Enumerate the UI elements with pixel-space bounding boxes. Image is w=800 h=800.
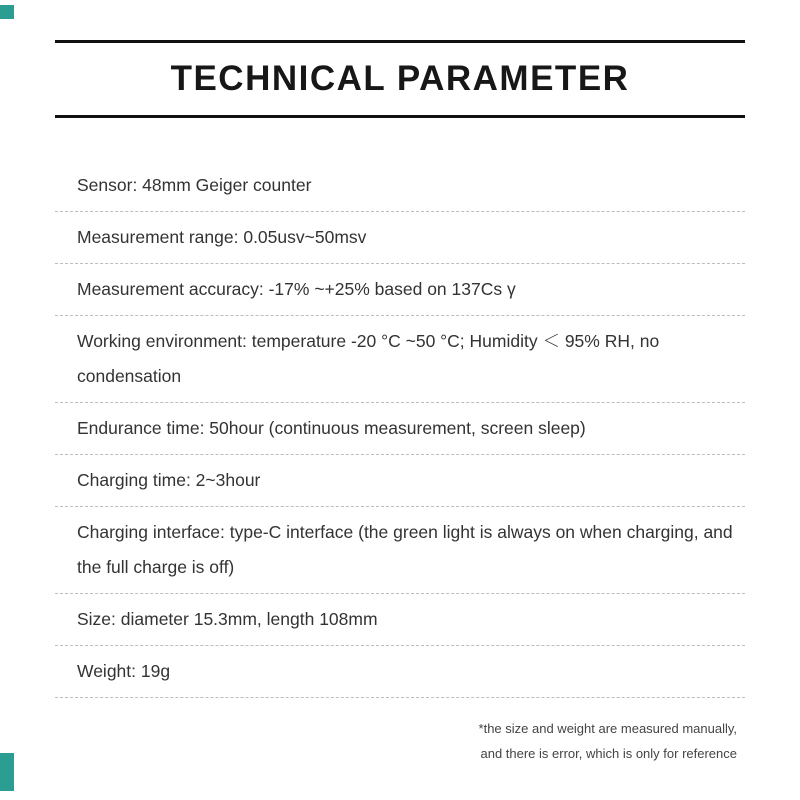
spec-row-measurement-accuracy: Measurement accuracy: -17% ~+25% based on 137Cs γ	[55, 264, 745, 316]
accent-mark-bottom-left	[0, 753, 14, 791]
spec-row-working-environment: Working environment: temperature -20 °C ~50 °C; Humidity ＜ 95% RH, no condensation	[55, 316, 745, 403]
spec-row-weight: Weight: 19g	[55, 646, 745, 698]
spec-row-size: Size: diameter 15.3mm, length 108mm	[55, 594, 745, 646]
spec-row-sensor: Sensor: 48mm Geiger counter	[55, 160, 745, 212]
footnote	[55, 716, 745, 767]
spec-row-charging-interface: Charging interface: type-C interface (the green light is always on when charging, and the full charge is off)	[55, 507, 745, 594]
spec-row-charging-time: Charging time: 2~3hour	[55, 455, 745, 507]
footnote-line-1: *the size and weight are measured manually,	[478, 721, 737, 736]
spec-row-measurement-range: Measurement range: 0.05usv~50msv	[55, 212, 745, 264]
page-title: TECHNICAL PARAMETER	[170, 59, 630, 98]
spec-list	[55, 160, 745, 698]
footnote-line-2: and there is error, which is only for reference	[480, 746, 737, 762]
spec-row-endurance-time: Endurance time: 50hour (continuous measurement, screen sleep)	[55, 403, 745, 455]
content-area	[55, 0, 745, 767]
title-block	[55, 40, 745, 118]
accent-mark-top-left	[0, 5, 14, 19]
